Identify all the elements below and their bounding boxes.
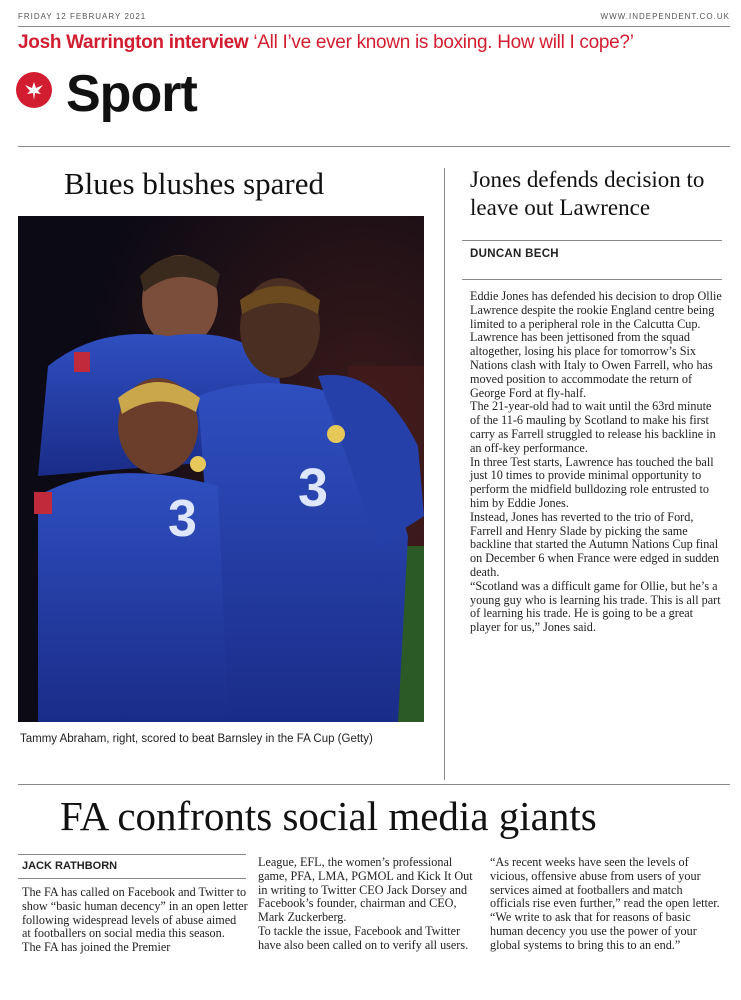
issue-date: FRIDAY 12 FEBRUARY 2021 (18, 12, 147, 21)
divider (18, 146, 730, 147)
promo-quote: ‘All I’ve ever known is boxing. How will I cope?’ (253, 32, 634, 53)
paragraph: League, EFL, the women’s professional game, PFA, LMA, PGMOL and Kick It Out in writing to Twitter CEO Jack Dorsey and Facebook’s founder, chairman and CEO, Mark Zuckerberg. (258, 855, 473, 925)
paragraph: Instead, Jones has reverted to the trio of Ford, Farrell and Henry Slade by picking the same backline that started the Autumn Nations Cup final on December 6 when France were edged in sudden death. (470, 509, 720, 579)
byline: JACK RATHBORN (22, 860, 118, 872)
promo-line[interactable] (18, 32, 730, 54)
section-title: Sport (66, 65, 197, 123)
photo-caption: Tammy Abraham, right, scored to beat Barnsley in the FA Cup (Getty) (20, 733, 373, 745)
paragraph: “Scotland was a difficult game for Ollie, but he’s a young guy who is learning his trade. This is all part of learning his trade. He is going to be a great player for us,” Jones said. (470, 578, 721, 635)
eagle-logo-icon (16, 72, 52, 108)
right-headline[interactable]: Jones defends decision to leave out Lawrence (470, 167, 705, 220)
paragraph: Eddie Jones has defended his decision to drop Ollie Lawrence despite the rookie England centre being limited to a peripheral role in the Calcutta Cup. (470, 289, 722, 331)
paragraph: The FA has called on Facebook and Twitter to show “basic human decency” in an open letter following widespread levels of abuse aimed at footballers on social media this season. (22, 885, 248, 941)
column-divider (444, 168, 445, 780)
site-url[interactable]: WWW.INDEPENDENT.CO.UK (600, 12, 730, 21)
paragraph: Lawrence has been jettisoned from the squad altogether, losing his place for tomorrow’s Six Nations clash with Italy to Owen Farrell, who has moved position to accommodate the return of George Ford at fly-half. (470, 330, 713, 400)
article-column-1 (22, 886, 248, 955)
divider (18, 26, 730, 27)
promo-name: Josh Warrington interview (18, 32, 249, 53)
article-column-3 (490, 856, 720, 953)
left-headline[interactable]: Blues blushes spared (64, 166, 325, 201)
paragraph: The FA has joined the Premier (22, 940, 171, 955)
bottom-headline[interactable]: FA confronts social media giants (60, 793, 597, 839)
paragraph: The 21-year-old had to wait until the 63rd minute of the 11-6 mauling by Scotland to make his first carry as Farrell struggled to release his backline in an off-key performance. (470, 399, 716, 455)
article-body (470, 290, 724, 635)
football-photo (18, 216, 424, 722)
paragraph: To tackle the issue, Facebook and Twitter have also been called on to verify all users. (258, 923, 469, 952)
byline: DUNCAN BECH (470, 248, 559, 260)
divider (18, 878, 246, 879)
divider (18, 784, 730, 785)
article-column-2 (258, 856, 480, 953)
paragraph: In three Test starts, Lawrence has touched the ball just 10 times to provide minimal opportunity to perform the midfield bulldozing role entrusted to him by Eddie Jones. (470, 454, 714, 510)
svg-text:3: 3 (168, 490, 197, 548)
divider (18, 854, 246, 855)
divider (462, 240, 722, 241)
svg-text:3: 3 (298, 458, 329, 518)
paragraph: “As recent weeks have seen the levels of vicious, offensive abuse from users of your services aimed at footballers and match officials rise even further,” read the open letter. “We write to ask that for reasons of basic human decency you use the power of your global systems to bring this to an end.” (490, 855, 720, 952)
divider (462, 279, 722, 280)
masthead-bar (18, 8, 730, 24)
